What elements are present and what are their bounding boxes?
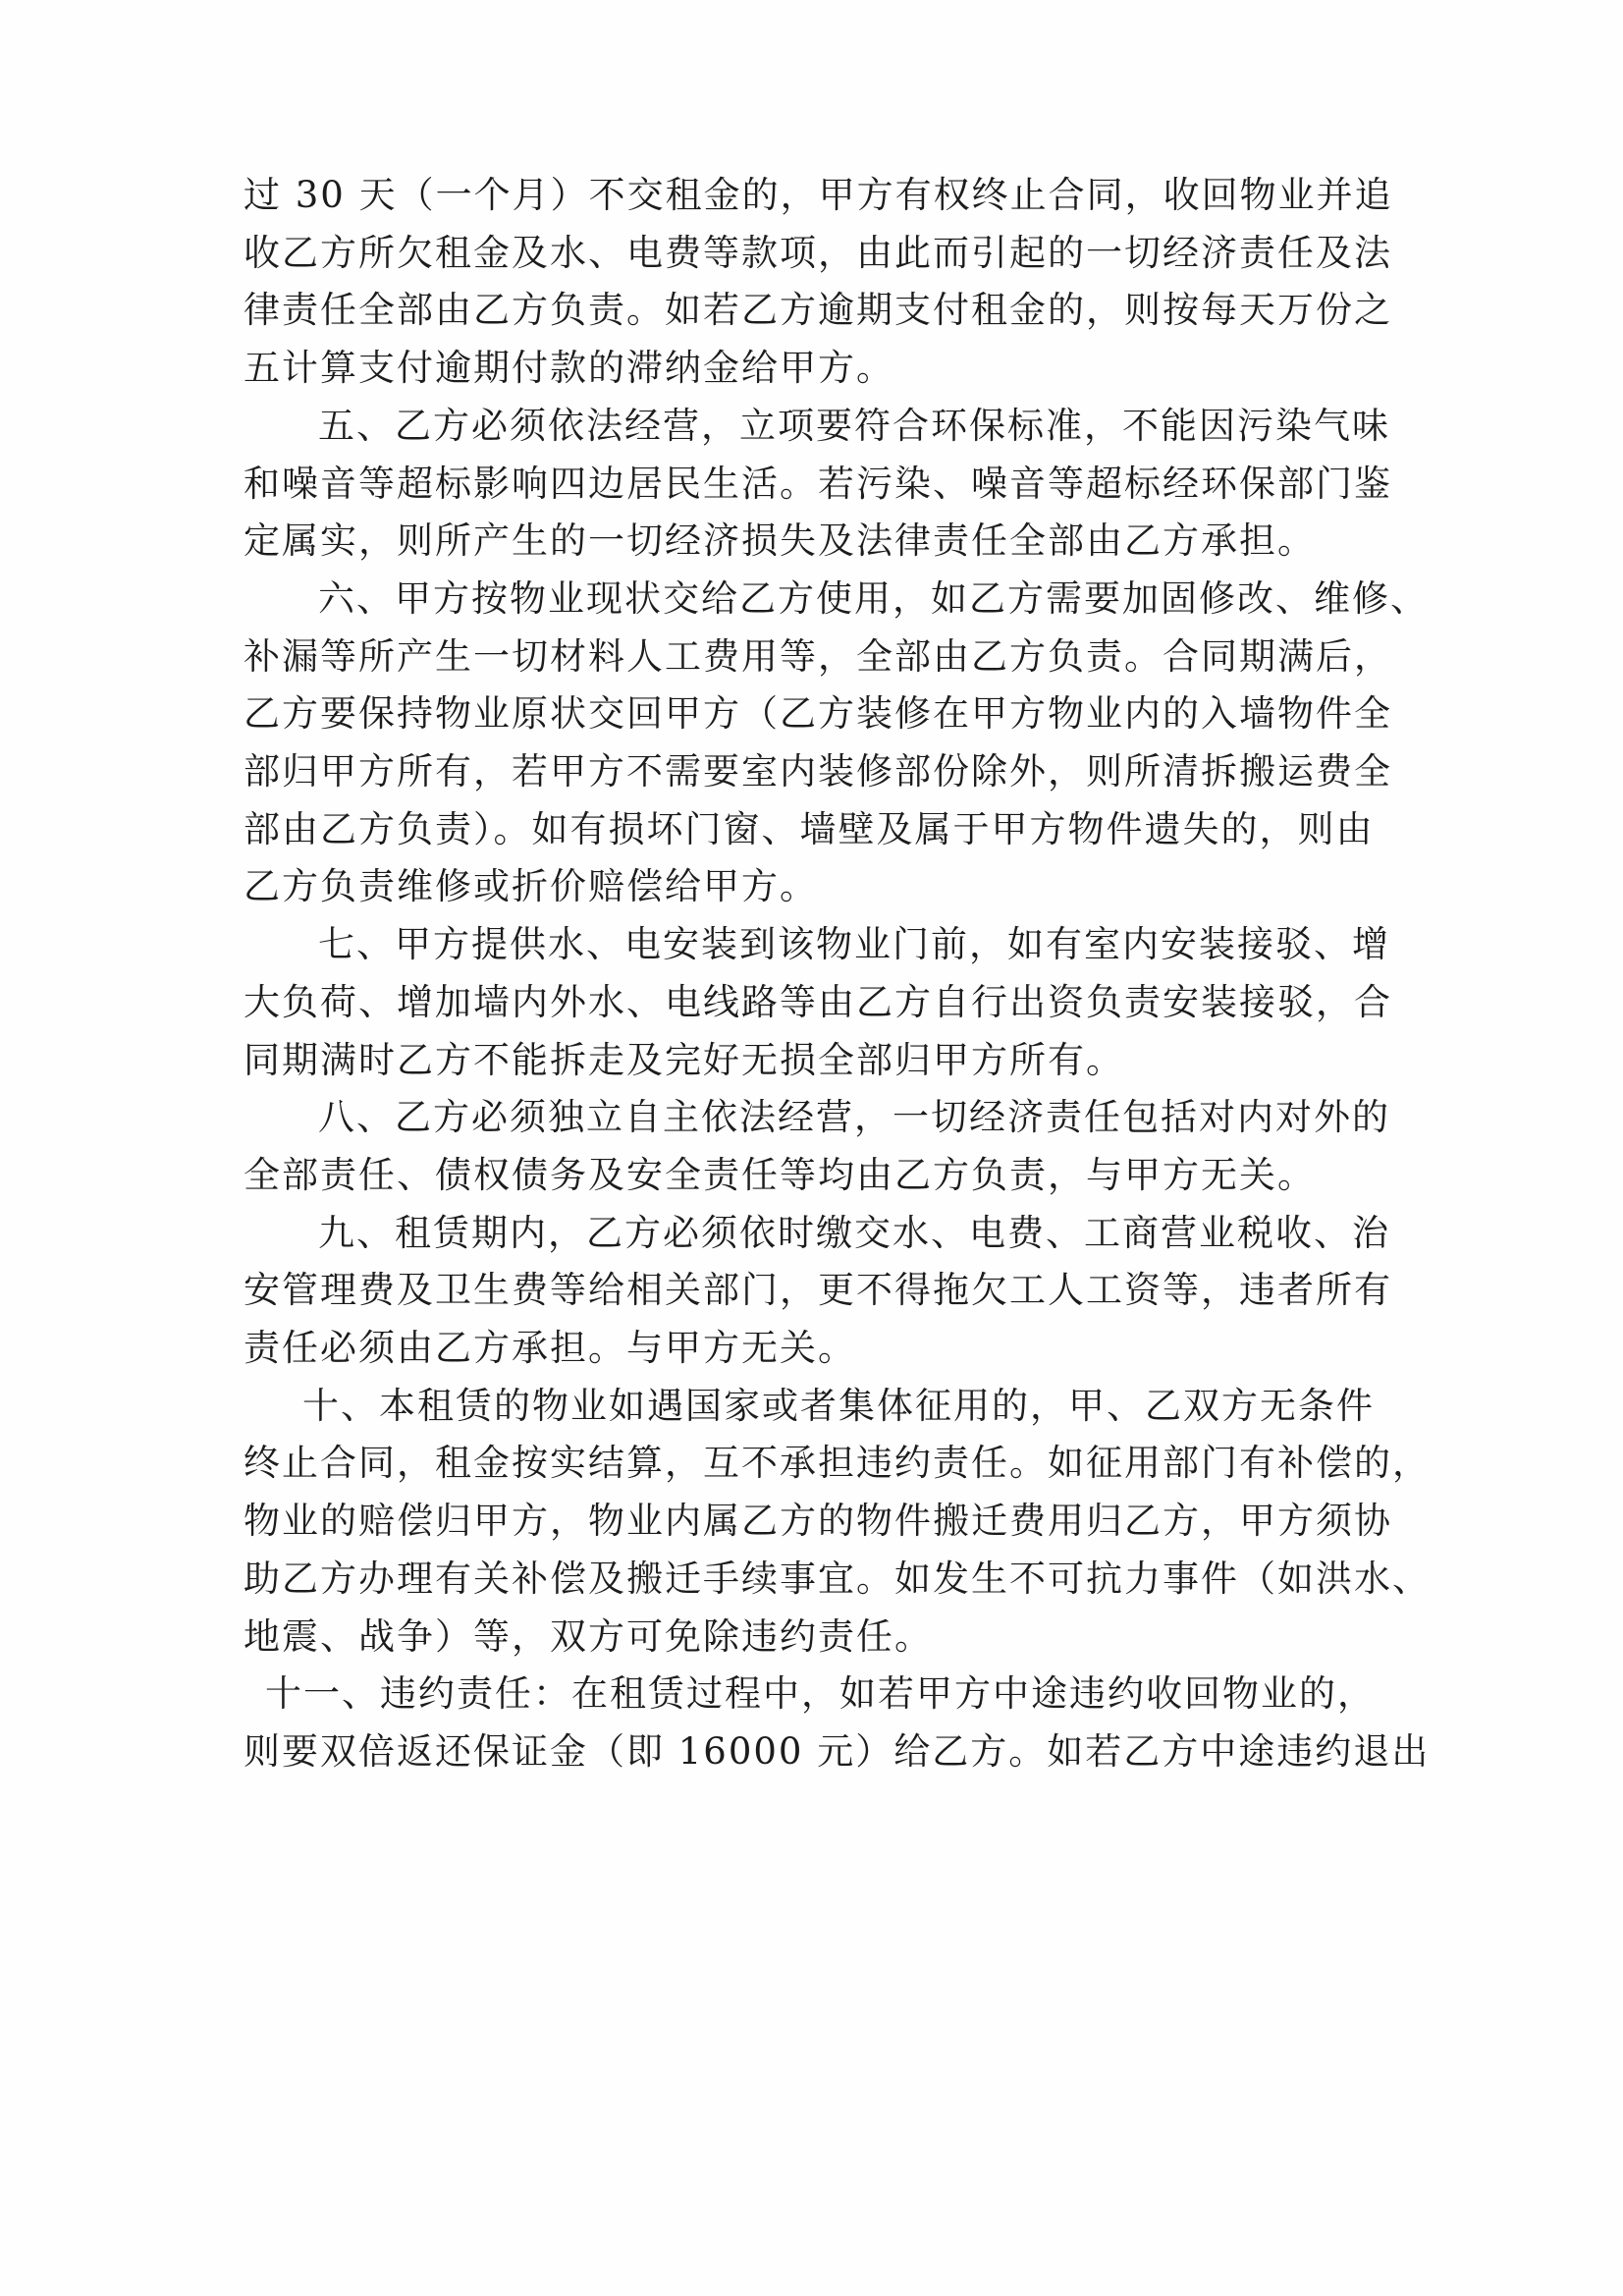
text-line: 六、甲方按物业现状交给乙方使用，如乙方需要加固修改、维修、 [318,576,1429,620]
paragraph-clause-9 [243,1205,1397,1378]
text-line: 大负荷、增加墙内外水、电线路等由乙方自行出资负责安装接驳，合 [243,980,1392,1023]
text-line: 全部责任、债权债务及安全责任等均由乙方负责，与甲方无关。 [243,1153,1316,1196]
text-line: 地震、战争）等，双方可免除违约责任。 [243,1614,933,1658]
text-line: 则要双倍返还保证金（即 16000 元）给乙方。如若乙方中途违约退出 [243,1729,1431,1773]
text-line: 和噪音等超标影响四边居民生活。若污染、噪音等超标经环保部门鉴 [243,462,1392,505]
text-line: 律责任全部由乙方负责。如若乙方逾期支付租金的，则按每天万份之 [243,289,1392,332]
paragraph-clause-11 [243,1666,1431,1780]
text-line: 部由乙方负责）。如有损坏门窗、墙壁及属于甲方物件遗失的，则由 [243,807,1375,850]
text-line: 同期满时乙方不能拆走及完好无损全部归甲方所有。 [243,1038,1124,1081]
text-line: 助乙方办理有关补偿及搬迁手续事宜。如发生不可抗力事件（如洪水、 [243,1557,1431,1600]
text-line: 十、本租赁的物业如遇国家或者集体征用的，甲、乙双方无条件 [302,1384,1375,1427]
text-line: 十一、违约责任：在租赁过程中，如若甲方中途违约收回物业的， [265,1672,1376,1716]
text-line: 七、甲方提供水、电安装到该物业门前，如有室内安装接驳、增 [318,923,1390,966]
text-line: 部归甲方所有，若甲方不需要室内装修部份除外，则所清拆搬运费全 [243,750,1392,793]
text-line: 乙方要保持物业原状交回甲方（乙方装修在甲方物业内的入墙物件全 [243,692,1392,736]
paragraph-clause-5 [243,398,1397,571]
text-line: 收乙方所欠租金及水、电费等款项，由此而引起的一切经济责任及法 [243,231,1392,274]
text-line: 五计算支付逾期付款的滞纳金给甲方。 [243,347,894,390]
text-line: 责任必须由乙方承担。与甲方无关。 [243,1327,856,1370]
text-line: 过 30 天（一个月）不交租金的，甲方有权终止合同，收回物业并追 [243,174,1393,216]
text-line: 终止合同，租金按实结算，互不承担违约责任。如征用部门有补偿的， [243,1442,1431,1485]
text-line: 五、乙方必须依法经营，立项要符合环保标准，不能因污染气味 [318,404,1390,447]
document-body [243,167,1431,1781]
text-line: 定属实，则所产生的一切经济损失及法律责任全部由乙方承担。 [243,519,1316,563]
text-line: 乙方负责维修或折价赔偿给甲方。 [243,865,818,908]
paragraph-clause-6 [243,571,1429,916]
paragraph-rent-default [243,167,1397,398]
text-line: 物业的赔偿归甲方，物业内属乙方的物件搬迁费用归乙方，甲方须协 [243,1500,1392,1543]
paragraph-clause-7 [243,916,1397,1089]
text-line: 九、租赁期内，乙方必须依时缴交水、电费、工商营业税收、治 [318,1211,1390,1254]
text-line: 补漏等所产生一切材料人工费用等，全部由乙方负责。合同期满后， [243,634,1392,678]
paragraph-clause-8 [243,1089,1397,1204]
text-line: 安管理费及卫生费等给相关部门，更不得拖欠工人工资等，违者所有 [243,1269,1392,1312]
text-line: 八、乙方必须独立自主依法经营，一切经济责任包括对内对外的 [318,1096,1390,1139]
paragraph-clause-10 [243,1378,1431,1667]
